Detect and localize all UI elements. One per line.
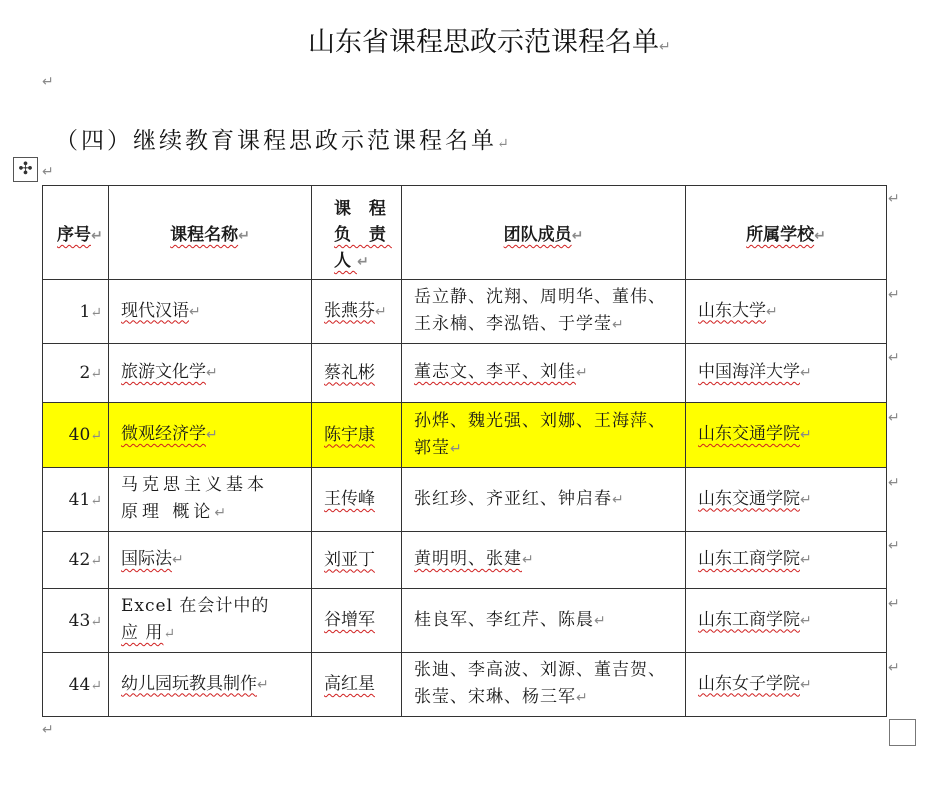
table-row (43, 532, 887, 589)
row-leader: 蔡礼彬 (312, 344, 402, 403)
row-course-name: 现代汉语↵ (109, 280, 312, 344)
row-team-members: 董志文、李平、刘佳↵ (402, 344, 686, 403)
row-team-members: 岳立静、沈翔、周明华、董伟、 王永楠、李泓锆、于学莹↵ (402, 280, 686, 344)
row-school: 山东工商学院↵ (686, 589, 887, 653)
paragraph-mark: ↵ (497, 136, 512, 152)
row-school: 山东交通学院↵ (686, 468, 887, 532)
row-end-mark: ↵ (888, 596, 900, 612)
table-move-handle-icon[interactable]: ✣ (13, 157, 38, 182)
row-end-mark: ↵ (888, 191, 900, 207)
course-table (42, 185, 887, 717)
header-seq: 序号↵ (43, 186, 109, 280)
row-school: 山东交通学院↵ (686, 403, 887, 468)
row-seq: 2↵ (43, 344, 109, 403)
row-course-name: Excel 在会计中的 应 用↵ (109, 589, 312, 653)
row-leader: 谷增军 (312, 589, 402, 653)
row-end-mark: ↵ (888, 538, 900, 554)
header-leader-line: 人 (334, 251, 357, 271)
header-course-name: 课程名称↵ (109, 186, 312, 280)
row-seq: 43↵ (43, 589, 109, 653)
paragraph-mark: ↵ (42, 722, 54, 738)
row-team-members: 孙烨、魏光强、刘娜、王海萍、 郭莹↵ (402, 403, 686, 468)
row-course-name: 国际法↵ (109, 532, 312, 589)
row-leader: 高红星 (312, 653, 402, 717)
row-seq: 40↵ (43, 403, 109, 468)
row-course-name: 旅游文化学↵ (109, 344, 312, 403)
row-team-members: 黄明明、张建↵ (402, 532, 686, 589)
section-heading: （四）继续教育课程思政示范课程名单↵ (55, 128, 512, 154)
header-leader-line: 负 责 (334, 225, 392, 245)
row-leader: 张燕芬↵ (312, 280, 402, 344)
row-leader: 刘亚丁 (312, 532, 402, 589)
table-row (43, 468, 887, 532)
row-end-mark: ↵ (888, 660, 900, 676)
row-end-mark: ↵ (888, 350, 900, 366)
row-leader: 王传峰 (312, 468, 402, 532)
row-end-mark: ↵ (888, 287, 900, 303)
header-leader-line: 课 程 (334, 199, 392, 219)
table-row (43, 589, 887, 653)
header-team-members: 团队成员↵ (402, 186, 686, 280)
row-course-name: 微观经济学↵ (109, 403, 312, 468)
row-course-name: 幼儿园玩教具制作↵ (109, 653, 312, 717)
table-row (43, 280, 887, 344)
row-seq: 1↵ (43, 280, 109, 344)
row-end-mark: ↵ (888, 475, 900, 491)
paragraph-mark: ↵ (659, 39, 671, 55)
paragraph-mark: ↵ (42, 74, 54, 90)
header-course-leader: 课 程 负 责 人↵ (312, 186, 402, 280)
paragraph-mark: ↵ (42, 164, 54, 180)
table-row (43, 653, 887, 717)
row-leader: 陈宇康 (312, 403, 402, 468)
table-resize-handle-icon[interactable] (889, 719, 916, 746)
row-end-mark: ↵ (888, 410, 900, 426)
row-team-members: 张红珍、齐亚红、钟启春↵ (402, 468, 686, 532)
row-course-name: 马克思主义基本 原理 概论↵ (109, 468, 312, 532)
row-school: 山东女子学院↵ (686, 653, 887, 717)
table-row (43, 344, 887, 403)
header-school: 所属学校↵ (686, 186, 887, 280)
table-header-row (43, 186, 887, 280)
row-team-members: 张迪、李高波、刘源、董吉贺、 张莹、宋琳、杨三军↵ (402, 653, 686, 717)
row-school: 中国海洋大学↵ (686, 344, 887, 403)
document-title: 山东省课程思政示范课程名单↵ (308, 27, 671, 58)
row-seq: 41↵ (43, 468, 109, 532)
table-row-highlighted (43, 403, 887, 468)
row-school: 山东工商学院↵ (686, 532, 887, 589)
row-seq: 42↵ (43, 532, 109, 589)
row-school: 山东大学↵ (686, 280, 887, 344)
row-team-members: 桂良军、李红芹、陈晨↵ (402, 589, 686, 653)
row-seq: 44↵ (43, 653, 109, 717)
